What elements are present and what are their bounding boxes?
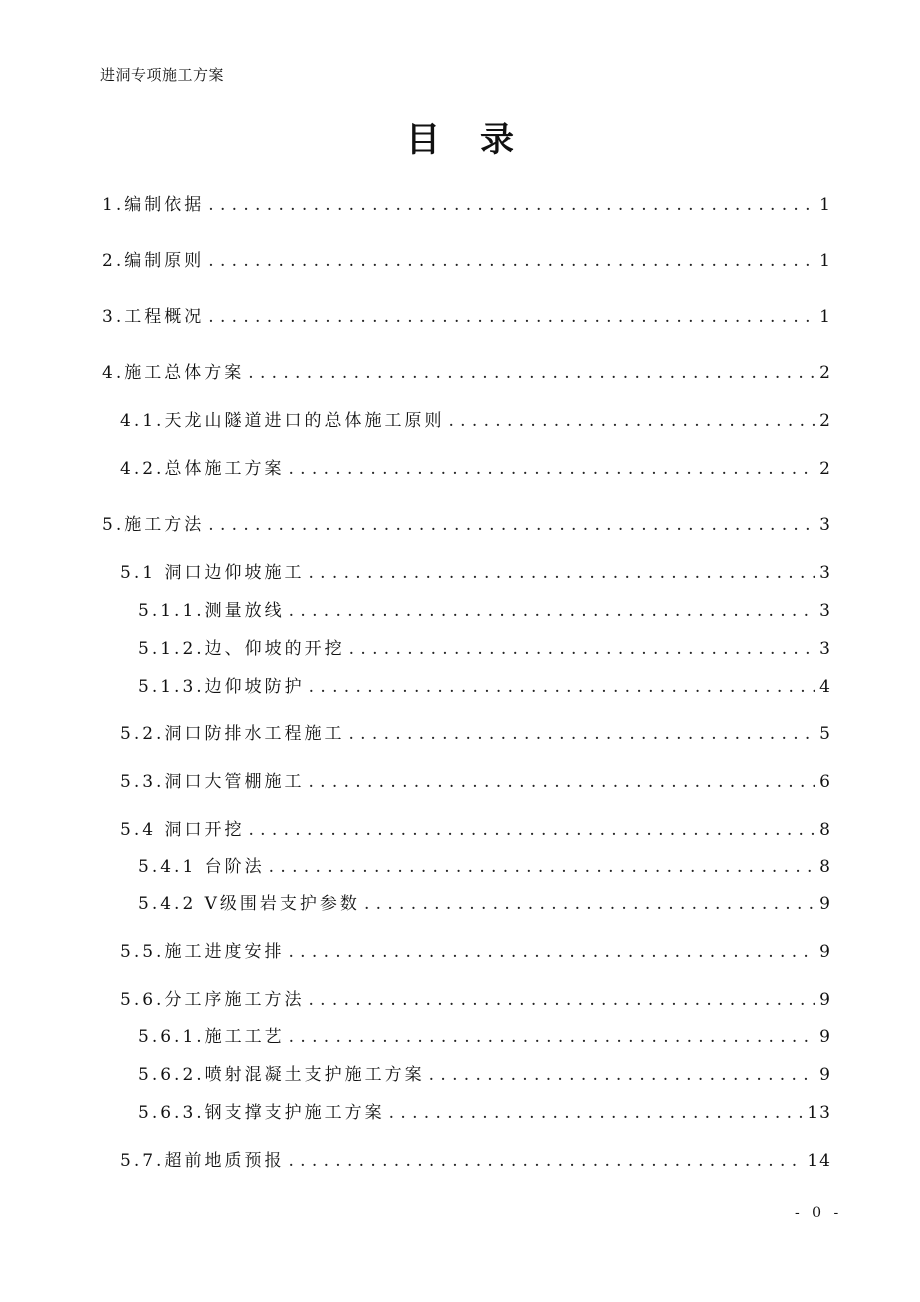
toc-leader-dots (289, 1027, 816, 1047)
toc-leader-dots (288, 459, 815, 479)
toc-entry-page: 1 (819, 195, 831, 215)
toc-entry-page: 6 (819, 772, 831, 792)
toc-entry-page: 2 (819, 363, 831, 383)
toc-leader-dots (208, 251, 815, 271)
toc-entry[interactable] (138, 889, 831, 914)
toc-leader-dots (269, 857, 816, 877)
toc-entry-label: 5.1.3.边仰坡防护 (138, 677, 305, 697)
toc-entry-label: 5.2.洞口防排水工程施工 (120, 724, 345, 744)
toc-entry-label: 5.6.分工序施工方法 (120, 990, 305, 1010)
toc-entry[interactable] (138, 634, 831, 659)
toc-entry[interactable] (138, 852, 831, 877)
toc-entry-page: 2 (819, 459, 831, 479)
toc-entry-page: 14 (807, 1151, 831, 1171)
toc-entry-label: 5.1.1.测量放线 (138, 601, 285, 621)
toc-entry-label: 5.7.超前地质预报 (120, 1151, 285, 1171)
toc-entry[interactable] (138, 1060, 831, 1085)
toc-entry-page: 8 (819, 857, 831, 877)
toc-entry-page: 9 (819, 1065, 831, 1085)
toc-entry-label: 5.4.1 台阶法 (138, 857, 265, 877)
toc-entry[interactable] (102, 302, 831, 327)
toc-entry-label: 5.1 洞口边仰坡施工 (120, 563, 305, 583)
toc-entry[interactable] (120, 937, 831, 962)
toc-entry[interactable] (138, 1098, 831, 1123)
toc-leader-dots (309, 677, 816, 697)
toc-leader-dots (208, 307, 815, 327)
toc-leader-dots (429, 1065, 816, 1085)
toc-entry-page: 1 (819, 307, 831, 327)
toc-leader-dots (208, 515, 815, 535)
toc-entry-label: 4.施工总体方案 (102, 363, 245, 383)
toc-entry-label: 4.2.总体施工方案 (120, 459, 285, 479)
toc-entry-label: 1.编制依据 (102, 195, 205, 215)
toc-entry[interactable] (138, 672, 831, 697)
toc-entry[interactable] (102, 358, 831, 383)
toc-leader-dots (288, 942, 815, 962)
toc-leader-dots (248, 820, 815, 840)
page-title: 目录 (406, 120, 554, 160)
toc-entry-page: 9 (819, 942, 831, 962)
running-header: 进洞专项施工方案 (100, 66, 225, 84)
toc-entry-label: 2.编制原则 (102, 251, 205, 271)
toc-entry-label: 5.3.洞口大管棚施工 (120, 772, 305, 792)
toc-entry[interactable] (120, 815, 831, 840)
toc-leader-dots (448, 411, 815, 431)
toc-leader-dots (208, 195, 815, 215)
toc-entry[interactable] (120, 454, 831, 479)
toc-entry[interactable] (120, 558, 831, 583)
toc-entry-page: 3 (819, 515, 831, 535)
toc-leader-dots (348, 724, 815, 744)
toc-entry-page: 3 (819, 601, 831, 621)
toc-entry-page: 9 (819, 894, 831, 914)
toc-entry-page: 1 (819, 251, 831, 271)
toc-entry-page: 3 (819, 563, 831, 583)
toc-entry-label: 4.1.天龙山隧道进口的总体施工原则 (120, 411, 445, 431)
toc-entry-page: 9 (819, 990, 831, 1010)
toc-entry-page: 2 (819, 411, 831, 431)
toc-entry[interactable] (120, 1146, 831, 1171)
toc-entry-page: 3 (819, 639, 831, 659)
toc-leader-dots (248, 363, 815, 383)
toc-entry-label: 5.1.2.边、仰坡的开挖 (138, 639, 345, 659)
toc-leader-dots (389, 1103, 804, 1123)
toc-entry[interactable] (102, 510, 831, 535)
toc-leader-dots (364, 894, 815, 914)
toc-leader-dots (308, 772, 815, 792)
toc-entry-label: 5.6.1.施工工艺 (138, 1027, 285, 1047)
toc-entry-label: 5.6.2.喷射混凝土支护施工方案 (138, 1065, 425, 1085)
page-number-footer: - 0 - (795, 1205, 843, 1221)
toc-entry-label: 5.6.3.钢支撑支护施工方案 (138, 1103, 385, 1123)
toc-leader-dots (308, 990, 815, 1010)
toc-entry-label: 5.施工方法 (102, 515, 205, 535)
toc-leader-dots (288, 1151, 803, 1171)
toc-entry[interactable] (120, 719, 831, 744)
toc-entry[interactable] (138, 596, 831, 621)
toc-entry[interactable] (102, 246, 831, 271)
toc-leader-dots (349, 639, 816, 659)
toc-entry-label: 5.4.2 Ⅴ级围岩支护参数 (138, 894, 360, 914)
toc-entry-page: 8 (819, 820, 831, 840)
toc-entry[interactable] (102, 190, 831, 215)
toc-entry-label: 5.4 洞口开挖 (120, 820, 245, 840)
toc-entry-page: 9 (819, 1027, 831, 1047)
toc-entry-page: 13 (807, 1103, 831, 1123)
toc-entry[interactable] (120, 767, 831, 792)
toc-leader-dots (289, 601, 816, 621)
toc-entry-page: 5 (819, 724, 831, 744)
toc-leader-dots (308, 563, 815, 583)
toc-entry-label: 3.工程概况 (102, 307, 205, 327)
toc-entry-page: 4 (819, 677, 831, 697)
toc-entry[interactable] (138, 1022, 831, 1047)
toc-entry-label: 5.5.施工进度安排 (120, 942, 285, 962)
toc-entry[interactable] (120, 406, 831, 431)
toc-entry[interactable] (120, 985, 831, 1010)
